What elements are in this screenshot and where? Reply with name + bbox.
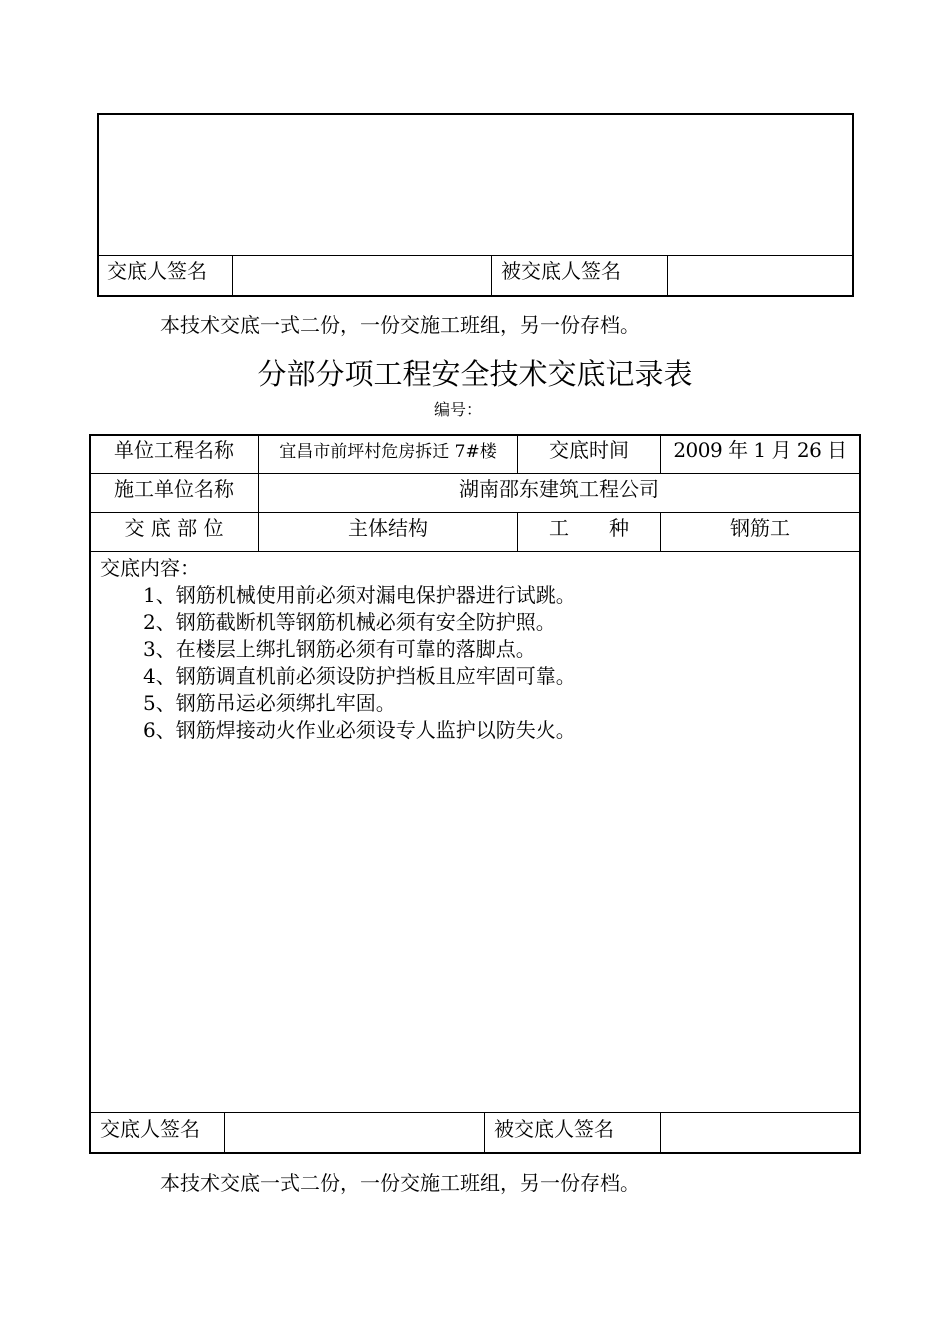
trade-value: 钢筋工 — [730, 516, 790, 540]
receiver-field[interactable] — [662, 1114, 858, 1152]
top-form-col-divider — [667, 255, 668, 296]
list-item: 1、钢筋机械使用前必须对漏电保护器进行试跳。 — [143, 583, 576, 607]
list-item: 3、在楼层上绑扎钢筋必须有可靠的落脚点。 — [143, 637, 536, 661]
form-row-divider — [89, 473, 861, 474]
signer-label: 交底人签名 — [100, 1117, 200, 1141]
project-name-label: 单位工程名称 — [114, 438, 234, 462]
disclosure-content-area — [100, 555, 850, 744]
content-label: 交底内容： — [100, 556, 200, 580]
form-row-divider — [89, 551, 861, 552]
form-col-divider — [660, 1112, 661, 1153]
top-signer-label: 交底人签名 — [107, 259, 207, 283]
top-receiver-field[interactable] — [669, 257, 851, 295]
top-signer-field[interactable] — [234, 257, 490, 295]
company-name-label: 施工单位名称 — [114, 477, 234, 501]
disclosure-part-value: 主体结构 — [348, 516, 428, 540]
list-item: 5、钢筋吊运必须绑扎牢固。 — [143, 691, 396, 715]
form-col-divider — [484, 1112, 485, 1153]
disclosure-part-label: 交 底 部 位 — [124, 516, 224, 540]
top-form-col-divider — [232, 255, 233, 296]
form-col-divider — [224, 1112, 225, 1153]
list-item: 6、钢筋焊接动火作业必须设专人监护以防失火。 — [143, 718, 576, 742]
receiver-label: 被交底人签名 — [494, 1117, 614, 1141]
project-name-value: 宜昌市前坪村危房拆迁 7#楼 — [279, 442, 497, 462]
top-receiver-label: 被交底人签名 — [501, 259, 621, 283]
disclosure-time-label: 交底时间 — [549, 438, 629, 462]
content-list — [100, 582, 850, 744]
document-title: 分部分项工程安全技术交底记录表 — [257, 357, 693, 391]
form-row-divider — [89, 1112, 861, 1113]
list-item: 2、钢筋截断机等钢筋机械必须有安全防护照。 — [143, 610, 556, 634]
trade-label: 工 种 — [549, 516, 629, 540]
top-archive-note: 本技术交底一式二份，一份交施工班组，另一份存档。 — [160, 313, 640, 337]
disclosure-form-table — [89, 434, 861, 1154]
form-row-divider — [89, 512, 861, 513]
list-item: 4、钢筋调直机前必须设防护挡板且应牢固可靠。 — [143, 664, 576, 688]
disclosure-time-value: 2009 年 1 月 26 日 — [673, 438, 847, 462]
signer-field[interactable] — [226, 1114, 483, 1152]
top-form-divider — [97, 255, 854, 256]
company-name-value: 湖南邵东建筑工程公司 — [459, 477, 659, 501]
bottom-archive-note: 本技术交底一式二份，一份交施工班组，另一份存档。 — [160, 1171, 640, 1195]
top-form-col-divider — [491, 255, 492, 296]
serial-number-label: 编号： — [434, 400, 483, 419]
